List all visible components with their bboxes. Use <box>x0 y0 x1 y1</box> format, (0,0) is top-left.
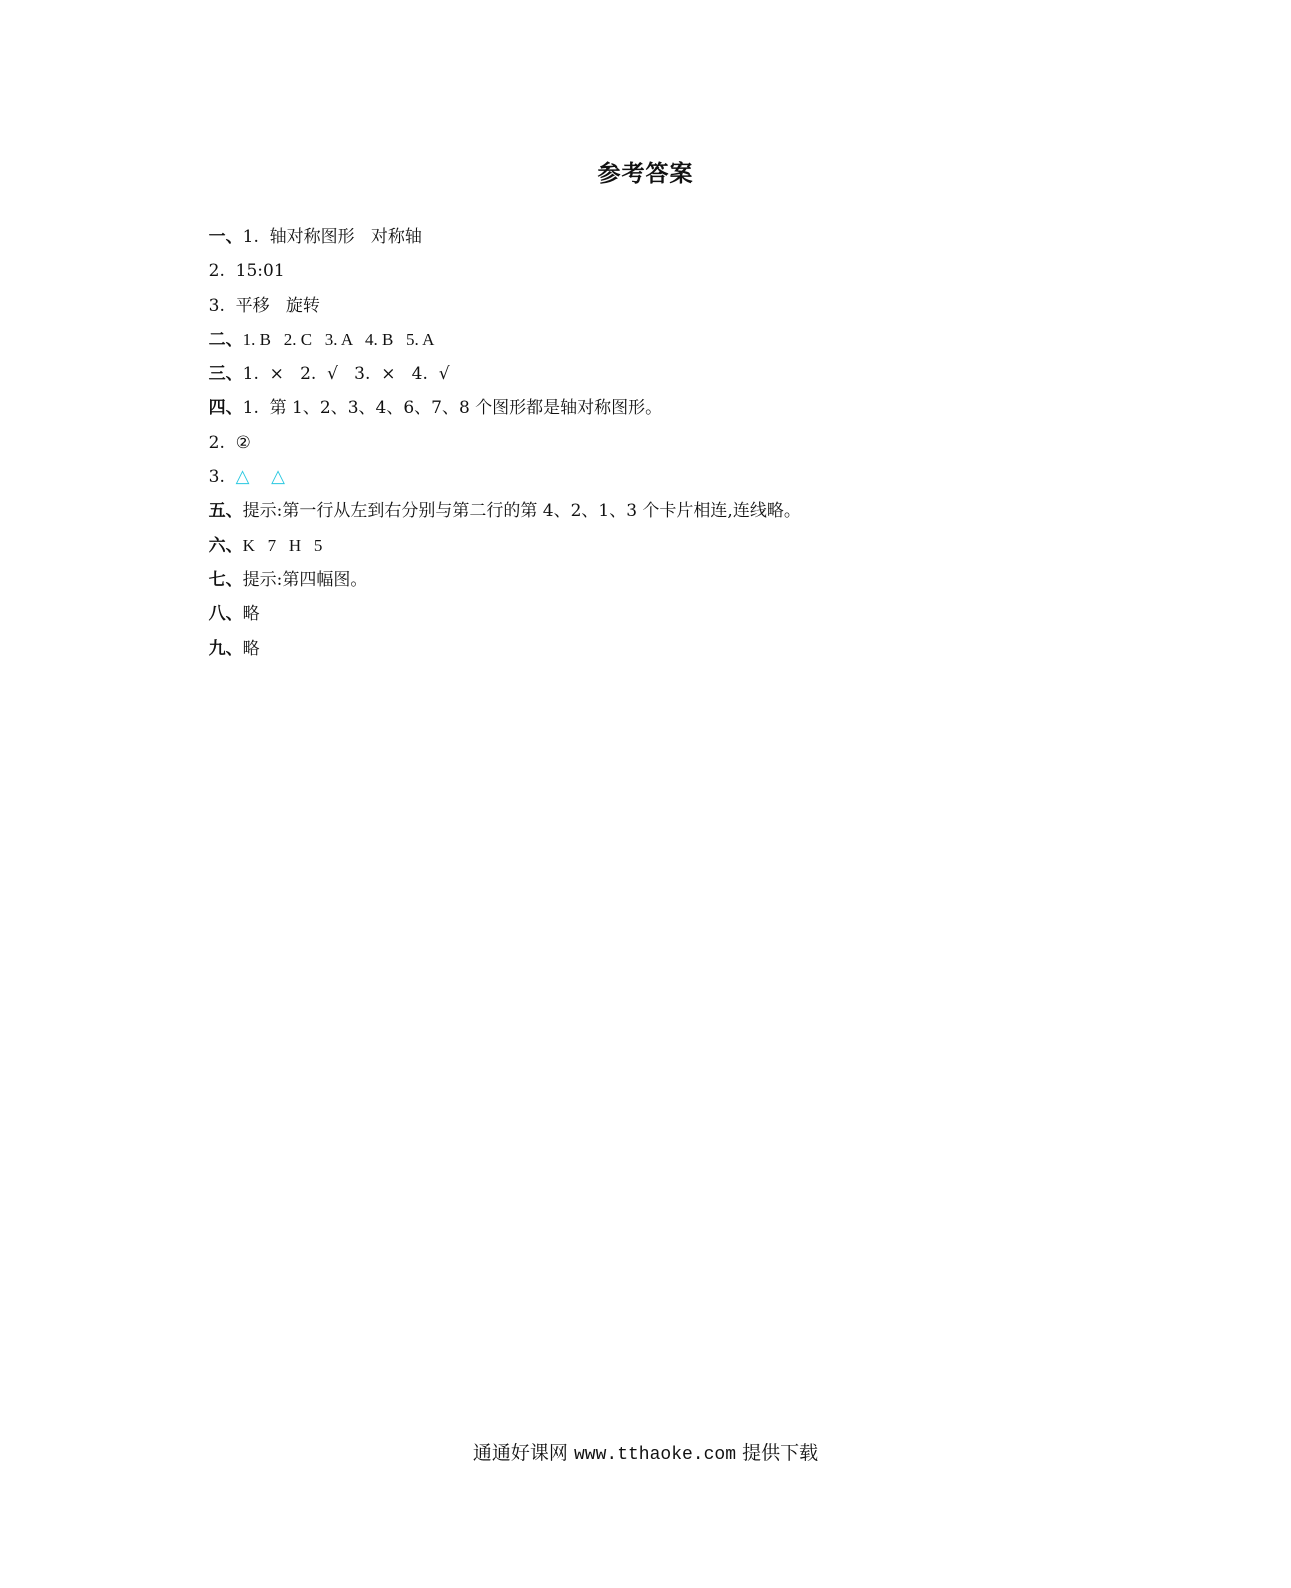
section-separator: 、 <box>225 398 243 419</box>
answer-line <box>187 610 1087 659</box>
answer-text: 提示:第四幅图。 <box>242 569 368 590</box>
section-separator: 、 <box>225 569 243 590</box>
section-number: 八 <box>208 604 226 625</box>
section-separator: 、 <box>225 604 243 625</box>
answer-text: 2. 15:01 <box>208 261 285 282</box>
triangle-icon: △ <box>235 466 250 488</box>
answer-line <box>187 472 1087 522</box>
section-separator: 、 <box>225 364 243 385</box>
page-title: 参考答案 <box>597 161 694 187</box>
page-footer <box>0 1438 1291 1465</box>
footer-url[interactable]: www.tthaoke.com <box>573 1445 737 1465</box>
answer-text: 1. B 2. C 3. A 4. B 5. A <box>242 329 435 349</box>
triangle-icon: △ <box>271 466 285 488</box>
section-number: 九 <box>208 638 226 659</box>
answer-line <box>187 198 1087 247</box>
section-separator: 、 <box>225 535 243 556</box>
answer-line <box>187 267 1087 316</box>
section-number: 四 <box>208 398 226 419</box>
answer-text: 1. 轴对称图形 对称轴 <box>242 227 422 247</box>
section-number: 六 <box>208 535 226 556</box>
answer-line <box>187 301 1087 350</box>
answer-text: 略 <box>242 638 260 659</box>
section-separator: 、 <box>225 329 243 350</box>
section-separator: 、 <box>225 501 243 522</box>
footer-download-text: 提供下载 <box>742 1442 819 1464</box>
section-number: 五 <box>208 501 226 522</box>
section-number: 一 <box>208 227 226 247</box>
section-separator: 、 <box>225 638 243 659</box>
answer-text: 2. ② <box>208 432 251 453</box>
section-number: 三 <box>208 364 226 385</box>
answer-list <box>187 198 1087 659</box>
footer-site-name: 通通好课网 <box>472 1442 568 1464</box>
answer-text: 3. <box>208 467 236 488</box>
section-separator: 、 <box>225 227 243 247</box>
section-number: 二 <box>208 329 226 350</box>
section-number: 七 <box>208 569 226 590</box>
answer-text: K 7 H 5 <box>242 535 323 555</box>
answer-text: 1. 第 1、2、3、4、6、7、8 个图形都是轴对称图形。 <box>242 398 663 419</box>
answer-text: 略 <box>242 604 260 625</box>
answer-text: 提示:第一行从左到右分别与第二行的第 4、2、1、3 个卡片相连,连线略。 <box>242 501 801 522</box>
answer-text: 3. 平移 旋转 <box>208 295 320 316</box>
answer-line <box>187 438 1087 488</box>
answer-text: 1. × 2. √ 3. × 4. √ <box>242 364 450 385</box>
